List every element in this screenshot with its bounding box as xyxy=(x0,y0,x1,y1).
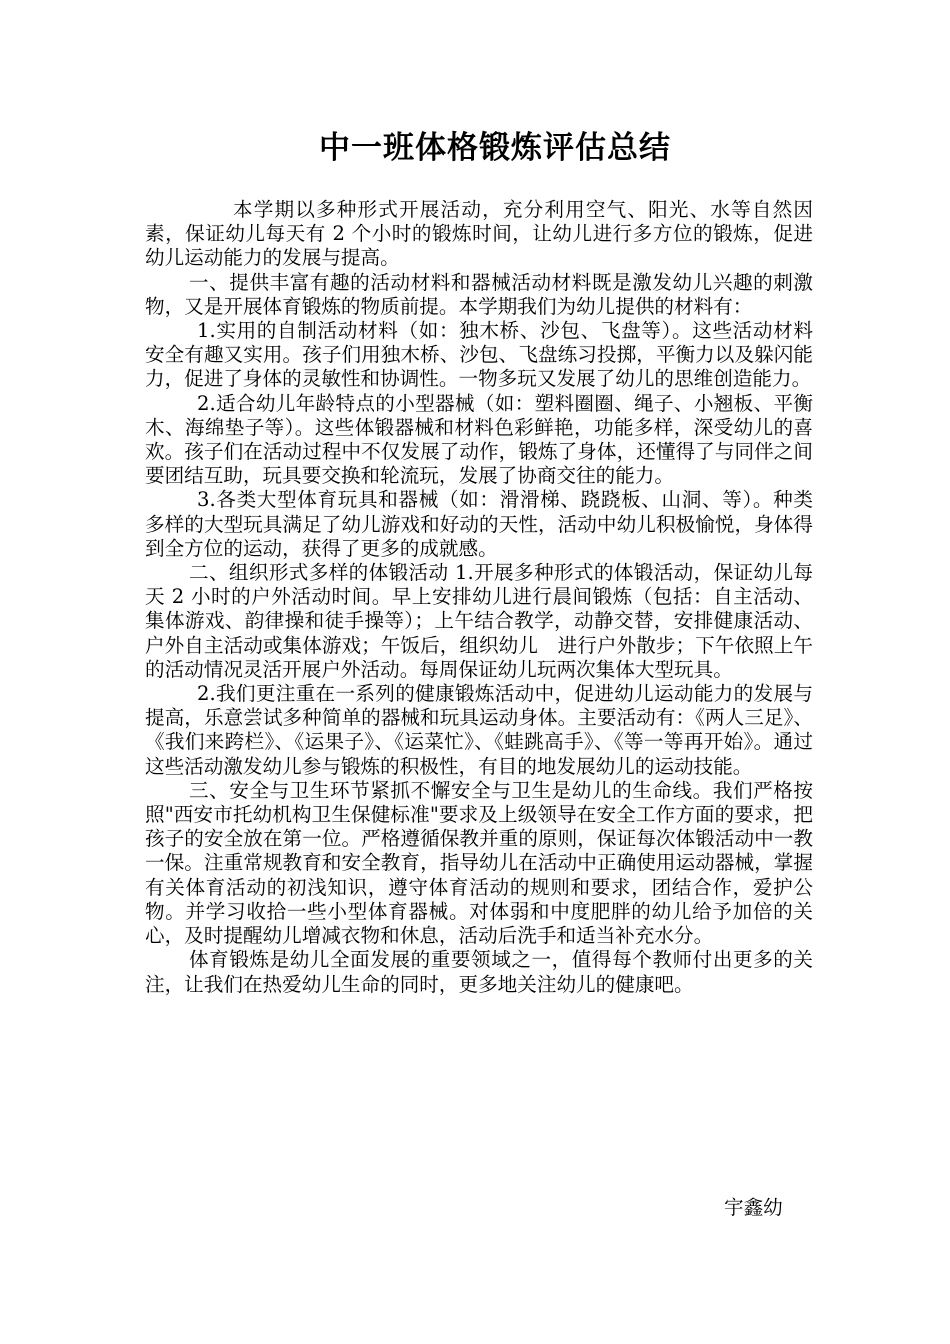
conclusion-paragraph: 体育锻炼是幼儿全面发展的重要领域之一，值得每个教师付出更多的关注，让我们在热爱幼儿生命的同时，更多地关注幼儿的健康吧。 xyxy=(145,948,813,996)
item-one-paragraph: 1.实用的自制活动材料（如：独木桥、沙包、飞盘等）。这些活动材料安全有趣又实用。孩子们用独木桥、沙包、飞盘练习投掷，平衡力以及躲闪能力，促进了身体的灵敏性和协调性。一物多玩又发展了幼儿的思维创造能力。 xyxy=(145,319,813,391)
document-body xyxy=(145,198,813,997)
intro-paragraph: 本学期以多种形式开展活动，充分利用空气、阳光、水等自然因素，保证幼儿每天有 2 个小时的锻炼时间，让幼儿进行多方位的锻炼，促进幼儿运动能力的发展与提高。 xyxy=(145,198,813,270)
item-three-paragraph: 3.各类大型体育玩具和器械（如：滑滑梯、跷跷板、山洞、等）。种类多样的大型玩具满足了幼儿游戏和好动的天性，活动中幼儿积极愉悦，身体得到全方位的运动，获得了更多的成就感。 xyxy=(145,488,813,560)
section-three-paragraph: 三、安全与卫生环节紧抓不懈安全与卫生是幼儿的生命线。我们严格按照"西安市托幼机构卫生保健标准"要求及上级领导在安全工作方面的要求，把孩子的安全放在第一位。严格遵循保教并重的原则，保证每次体锻活动中一教一保。注重常规教育和安全教育，指导幼儿在活动中正确使用运动器械，掌握有关体育活动的初浅知识，遵守体育活动的规则和要求，团结合作，爱护公物。并学习收拾一些小型体育器械。对体弱和中度肥胖的幼儿给予加倍的关心，及时提醒幼儿增减衣物和休息，活动后洗手和适当补充水分。 xyxy=(145,778,813,948)
signature: 宇鑫幼 xyxy=(724,1196,783,1219)
section-one-paragraph: 一、提供丰富有趣的活动材料和器械活动材料既是激发幼儿兴趣的刺激物，又是开展体育锻炼的物质前提。本学期我们为幼儿提供的材料有： xyxy=(145,270,813,318)
section-two-paragraph: 二、组织形式多样的体锻活动 1.开展多种形式的体锻活动，保证幼儿每天 2 小时的户外活动时间。早上安排幼儿进行晨间锻炼（包括：自主活动、集体游戏、韵律操和徒手操等）；上午结合教学，动静交替，安排健康活动、户外自主活动或集体游戏；午饭后，组织幼儿 进行户外散步；下午依照上午的活动情况灵活开展户外活动。每周保证幼儿玩两次集体大型玩具。 xyxy=(145,561,813,681)
document-title: 中一班体格锻炼评估总结 xyxy=(319,130,671,166)
section-two-item-two-paragraph: 2.我们更注重在一系列的健康锻炼活动中，促进幼儿运动能力的发展与提高，乐意尝试多种简单的器械和玩具运动身体。主要活动有：《两人三足》、《我们来跨栏》、《运果子》、《运菜忙》、《蛙跳高手》、《等一等再开始》。通过这些活动激发幼儿参与锻炼的积极性，有目的地发展幼儿的运动技能。 xyxy=(145,682,813,778)
item-two-paragraph: 2.适合幼儿年龄特点的小型器械（如：塑料圈圈、绳子、小翘板、平衡木、海绵垫子等）。这些体锻器械和材料色彩鲜艳，功能多样，深受幼儿的喜欢。孩子们在活动过程中不仅发展了动作，锻炼了身体，还懂得了与同伴之间要团结互助，玩具要交换和轮流玩，发展了协商交往的能力。 xyxy=(145,391,813,488)
